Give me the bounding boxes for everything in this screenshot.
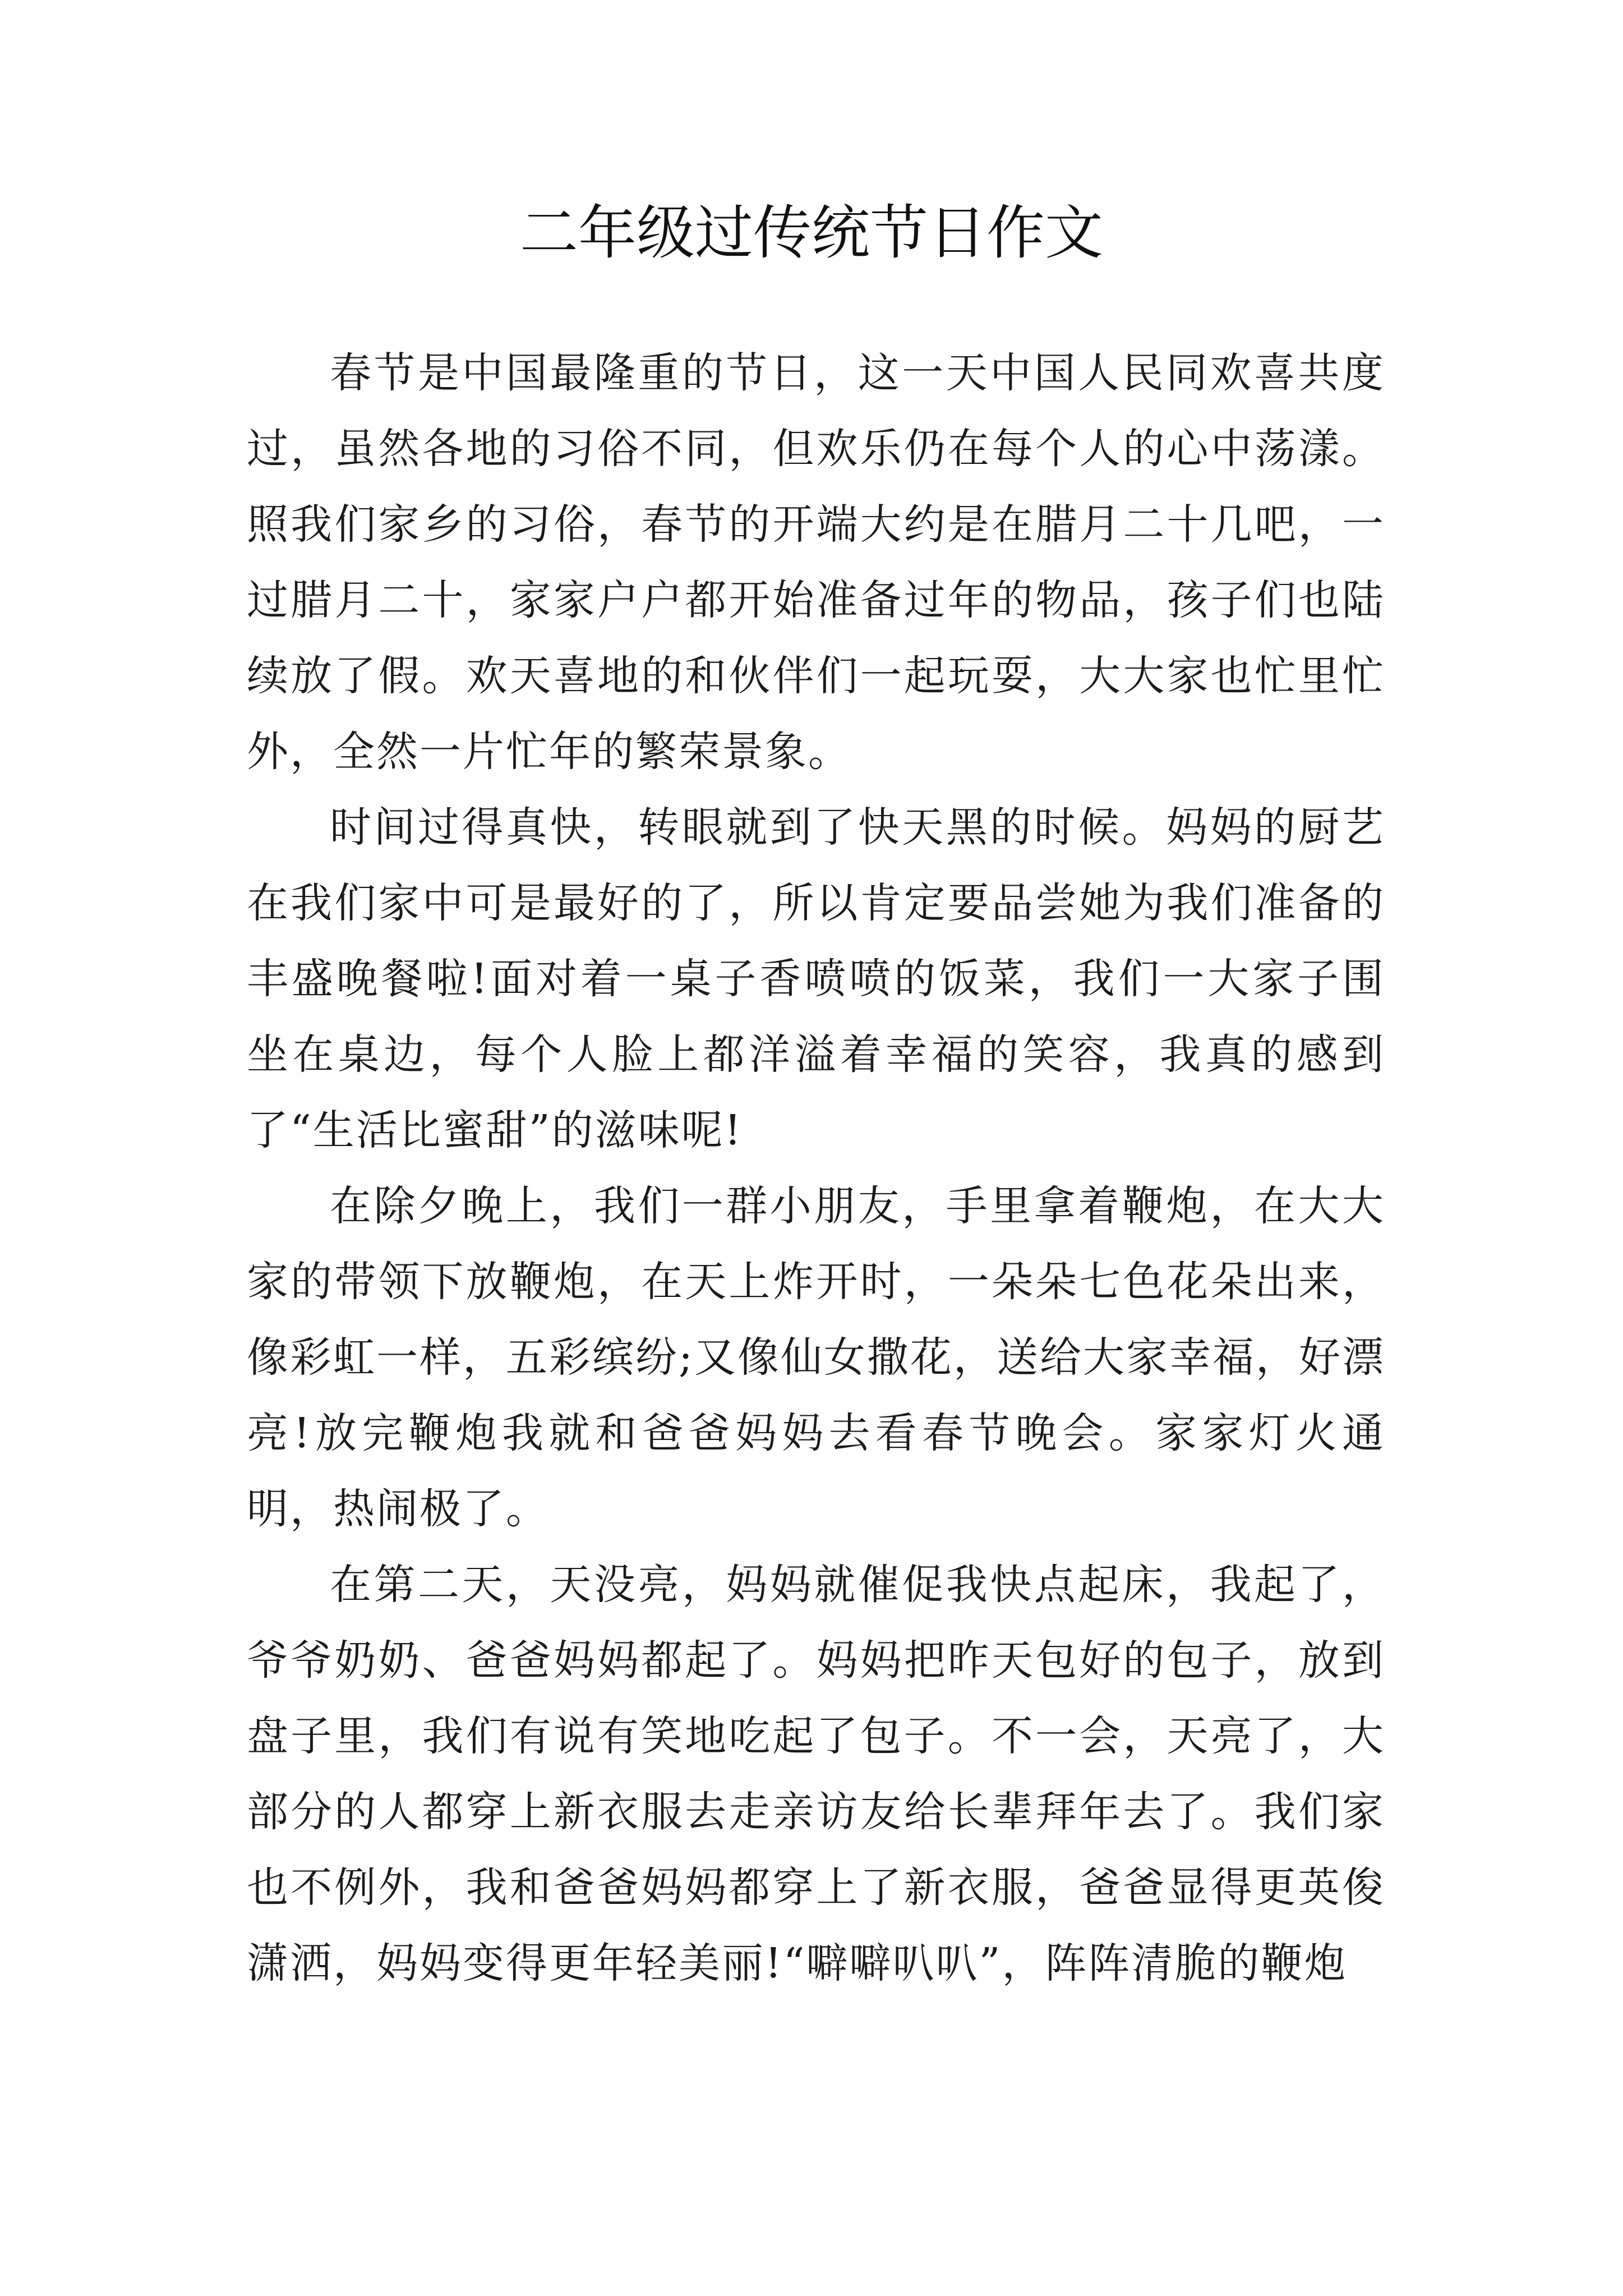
paragraph-1: 春节是中国最隆重的节日，这一天中国人民同欢喜共度过，虽然各地的习俗不同，但欢乐仍在每个人的心中荡漾。照我们家乡的习俗，春节的开端大约是在腊月二十几吧，一过腊月二十，家家户户都开始准备过年的物品，孩子们也陆续放了假。欢天喜地的和伙伴们一起玩耍，大大家也忙里忙外，全然一片忙年的繁荣景象。	[247, 349, 1385, 776]
paragraph-2: 时间过得真快，转眼就到了快天黑的时候。妈妈的厨艺在我们家中可是最好的了，所以肯定要品尝她为我们准备的丰盛晚餐啦!面对着一桌子香喷喷的饭菜，我们一大家子围坐在桌边，每个人脸上都洋溢着幸福的笑容，我真的感到了“生活比蜜甜”的滋味呢!	[247, 803, 1385, 1154]
document-title: 二年级过传统节日作文	[519, 199, 1103, 267]
document-body	[247, 335, 1385, 2001]
paragraph-4: 在第二天，天没亮，妈妈就催促我快点起床，我起了，爷爷奶奶、爸爸妈妈都起了。妈妈把昨天包好的包子，放到盘子里，我们有说有笑地吃起了包子。不一会，天亮了，大部分的人都穿上新衣服去走亲访友给长辈拜年去了。我们家也不例外，我和爸爸妈妈都穿上了新衣服，爸爸显得更英俊潇洒，妈妈变得更年轻美丽!“噼噼叭叭”，阵阵清脆的鞭炮	[247, 1561, 1385, 1987]
paragraph-3: 在除夕晚上，我们一群小朋友，手里拿着鞭炮，在大大家的带领下放鞭炮，在天上炸开时，一朵朵七色花朵出来，像彩虹一样，五彩缤纷;又像仙女撒花，送给大家幸福，好漂亮!放完鞭炮我就和爸爸妈妈去看春节晚会。家家灯火通明，热闹极了。	[247, 1182, 1385, 1533]
